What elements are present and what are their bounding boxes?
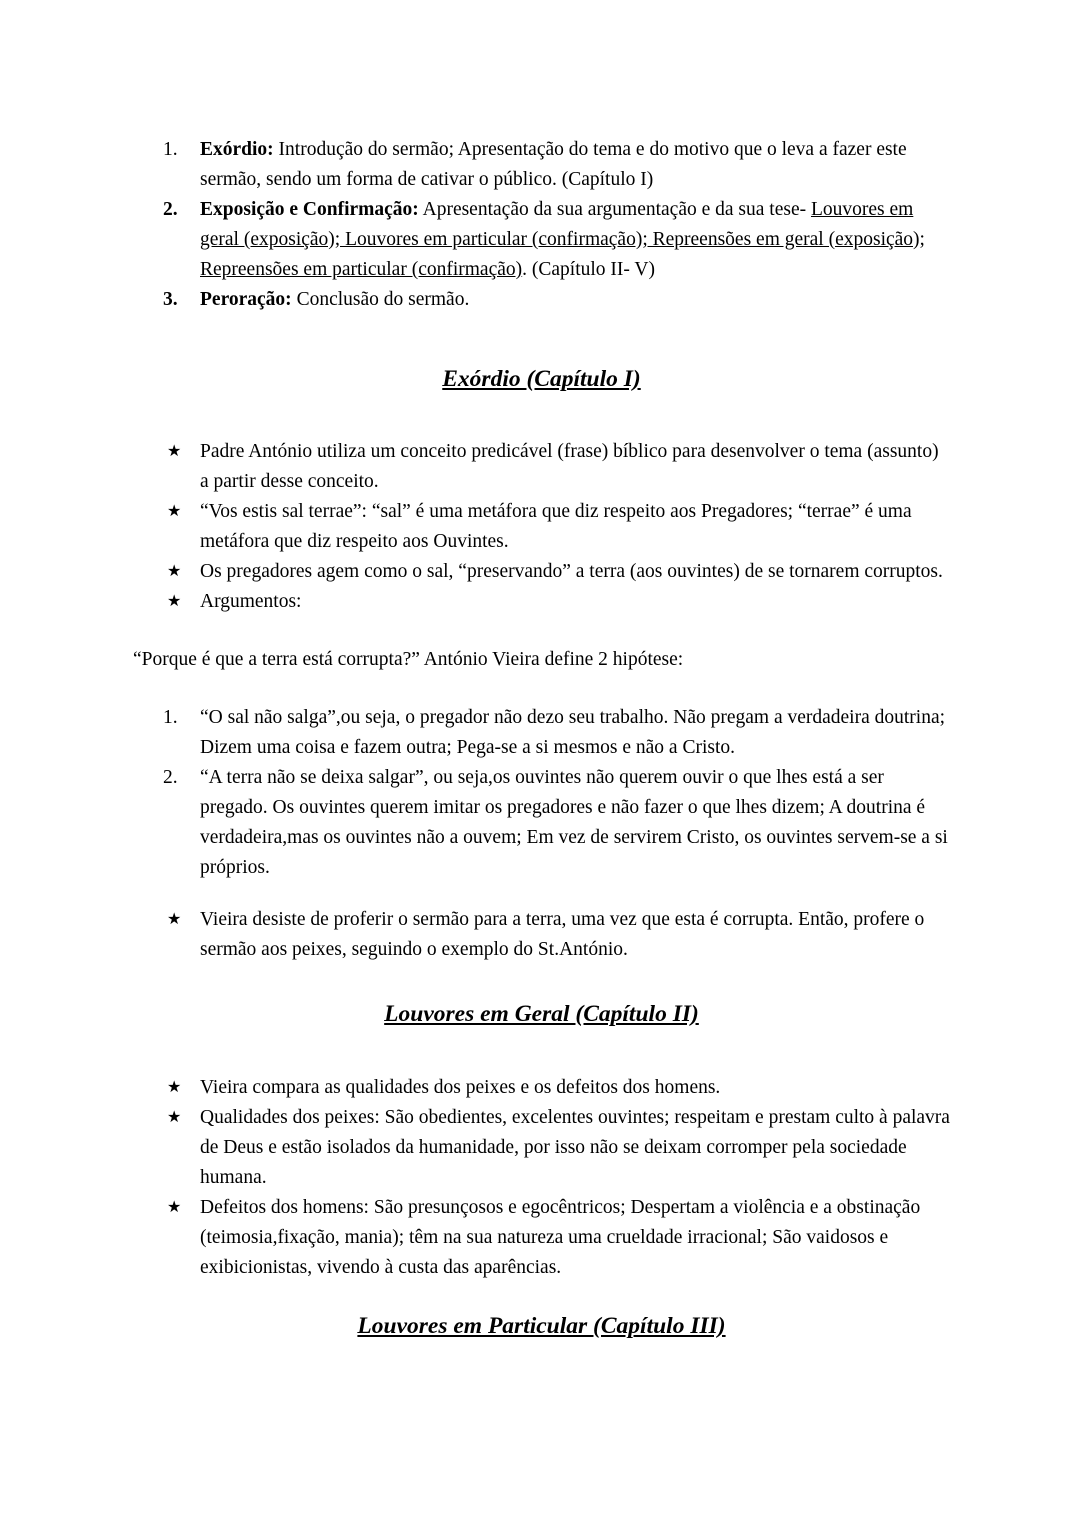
item-body-after: . (Capítulo II- V) bbox=[522, 259, 656, 280]
bullet-text: Vieira compara as qualidades dos peixes e os defeitos dos homens. bbox=[200, 1077, 721, 1098]
list-item-text bbox=[200, 285, 950, 315]
list-number: 1. bbox=[163, 139, 178, 160]
item-body: Apresentação da sua argumentação e da sua tese- bbox=[418, 199, 811, 220]
structure-item-exposicao-confirmacao bbox=[163, 195, 950, 285]
list-number: 2. bbox=[163, 767, 178, 788]
star-bullet-icon: ★ bbox=[167, 443, 182, 460]
conclusion-bullet bbox=[167, 905, 950, 965]
heading-louvores-geral bbox=[133, 998, 950, 1030]
bullet-item bbox=[167, 1193, 950, 1283]
list-item-text bbox=[200, 195, 950, 285]
question-paragraph: “Porque é que a terra está corrupta?” António Vieira define 2 hipótese: bbox=[133, 649, 684, 670]
hypotheses-list bbox=[163, 703, 950, 883]
structure-item-peroracao bbox=[163, 285, 950, 315]
star-bullet-icon: ★ bbox=[167, 563, 182, 580]
heading-text: Louvores em Geral (Capítulo II) bbox=[384, 1001, 699, 1027]
list-number: 2. bbox=[163, 199, 178, 220]
hypothesis-text: “A terra não se deixa salgar”, ou seja,os ouvintes não querem ouvir o que lhes está a ser pregado. Os ouvintes querem imitar os pregadores e não fazer o que lhes dizem; A doutrina é verdadeira,mas os ouvintes não a ouvem; Em vez de servirem Cristo, os ouvintes servem-se a si próprios. bbox=[200, 767, 948, 878]
bullet-item bbox=[167, 1073, 950, 1103]
heading-text: Louvores em Particular (Capítulo III) bbox=[357, 1313, 726, 1339]
list-number: 3. bbox=[163, 289, 178, 310]
star-bullet-icon: ★ bbox=[167, 1109, 182, 1126]
item-body: Introdução do sermão; Apresentação do tema e do motivo que o leva a fazer este sermão, sendo um forma de cativar o público. (Capítulo I) bbox=[200, 139, 907, 190]
exordio-bullet-list bbox=[133, 437, 950, 617]
hypothesis-item bbox=[163, 703, 950, 763]
list-item-text bbox=[200, 135, 950, 195]
bullet-item bbox=[167, 1103, 950, 1193]
bullet-text: Os pregadores agem como o sal, “preservando” a terra (aos ouvintes) de se tornarem corruptos. bbox=[200, 561, 943, 582]
underlined-phrase: Louvores em geral (exposição); Louvores em particular (confirmação); Repreensões em geral (exposição); Repreensões em particular (confirmação) bbox=[200, 199, 925, 280]
heading-exordio bbox=[133, 363, 950, 395]
star-bullet-icon: ★ bbox=[167, 593, 182, 610]
hypothesis-item bbox=[163, 763, 950, 883]
bullet-text: Padre António utiliza um conceito predicável (frase) bíblico para desenvolver o tema (assunto) a partir desse conceito. bbox=[200, 441, 939, 492]
sermon-structure-list bbox=[163, 135, 950, 315]
star-bullet-icon: ★ bbox=[167, 911, 182, 928]
star-bullet-icon: ★ bbox=[167, 1079, 182, 1096]
bullet-text: Qualidades dos peixes: São obedientes, excelentes ouvintes; respeitam e prestam culto à palavra de Deus e estão isolados da humanidade, por isso não se deixam corromper pela sociedade humana. bbox=[200, 1107, 950, 1188]
hypothesis-text: “O sal não salga”,ou seja, o pregador não dezo seu trabalho. Não pregam a verdadeira doutrina; Dizem uma coisa e fazem outra; Pega-se a si mesmos e não a Cristo. bbox=[200, 707, 946, 758]
term-label: Peroração: bbox=[200, 289, 292, 310]
bullet-text: “Vos estis sal terrae”: “sal” é uma metáfora que diz respeito aos Pregadores; “terrae” é uma metáfora que diz respeito aos Ouvintes. bbox=[200, 501, 912, 552]
heading-text: Exórdio (Capítulo I) bbox=[442, 366, 641, 392]
term-label: Exórdio: bbox=[200, 139, 274, 160]
bullet-item bbox=[167, 557, 950, 587]
star-bullet-icon: ★ bbox=[167, 503, 182, 520]
list-number: 1. bbox=[163, 707, 178, 728]
bullet-item bbox=[167, 587, 950, 617]
structure-item-exordio bbox=[163, 135, 950, 195]
term-label: Exposição e Confirmação: bbox=[200, 199, 419, 220]
bullet-item bbox=[167, 437, 950, 497]
bullet-text: Defeitos dos homens: São presunçosos e egocêntricos; Despertam a violência e a obstinação (teimosia,fixação, mania); têm na sua natureza uma crueldade irracional; São vaidosos e exibicionistas, vivendo à custa das aparências. bbox=[200, 1197, 921, 1278]
bullet-item bbox=[167, 497, 950, 557]
bullet-text: Argumentos: bbox=[200, 591, 302, 612]
item-body: Conclusão do sermão. bbox=[291, 289, 470, 310]
heading-louvores-particular bbox=[133, 1310, 950, 1342]
star-bullet-icon: ★ bbox=[167, 1199, 182, 1216]
bullet-text: Vieira desiste de proferir o sermão para a terra, uma vez que esta é corrupta. Então, profere o sermão aos peixes, seguindo o exemplo do St.António. bbox=[200, 909, 925, 960]
louvores-geral-bullet-list bbox=[133, 1073, 950, 1283]
